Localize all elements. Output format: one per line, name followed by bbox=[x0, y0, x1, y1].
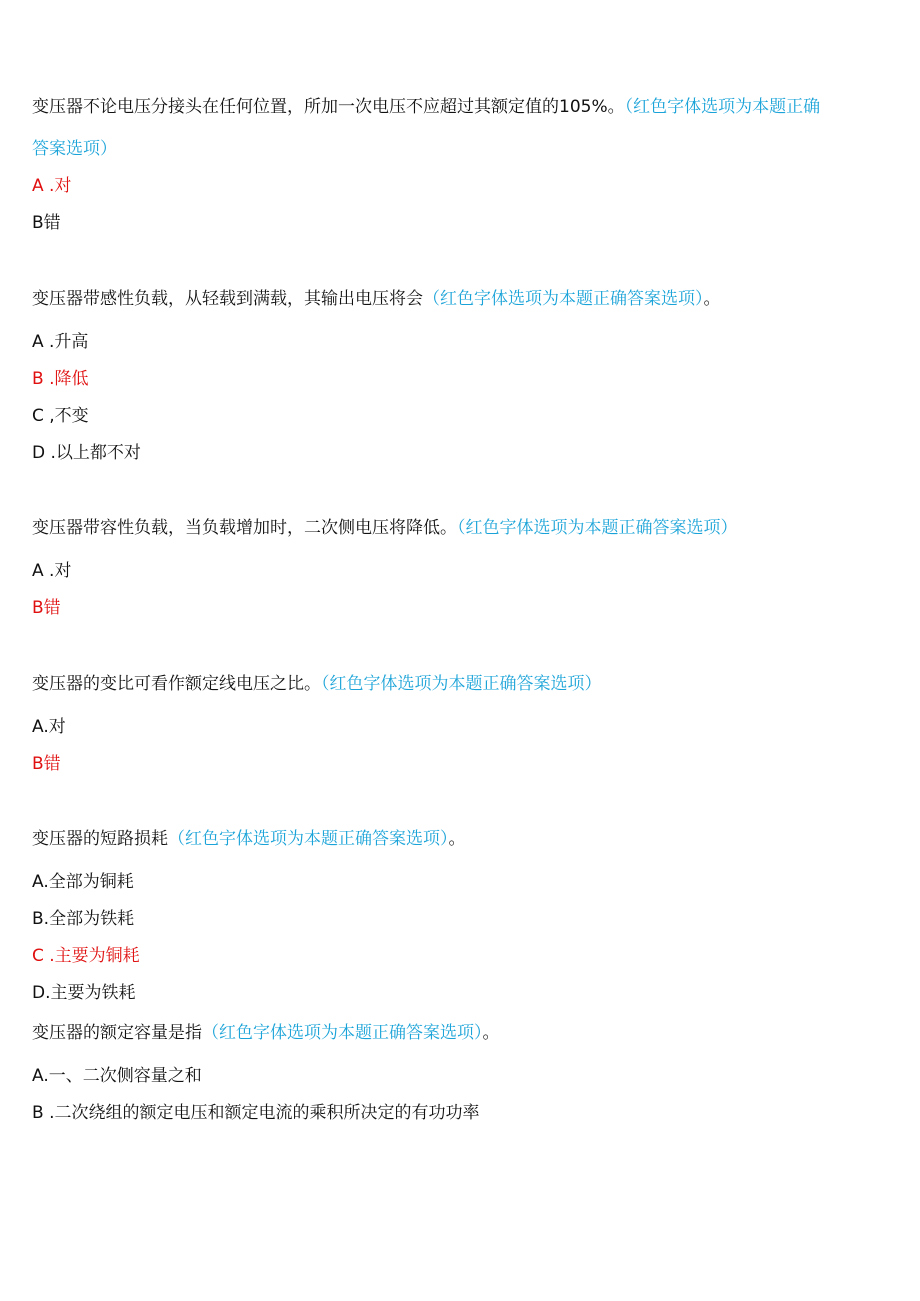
question-2-option-a: A .升高 bbox=[32, 332, 89, 352]
question-stem-tail: 。 bbox=[482, 1023, 500, 1043]
answer-hint: （红色字体选项为本题正确答案选项） bbox=[321, 674, 602, 694]
answer-hint: （红色字体选项为本题正确答案选项） bbox=[202, 1023, 483, 1043]
question-stem-text: 变压器带感性负载，从轻载到满载，其输出电压将会 bbox=[32, 289, 423, 309]
question-5-option-d: D.主要为铁耗 bbox=[32, 983, 136, 1003]
question-stem-text: 变压器的额定容量是指 bbox=[32, 1023, 202, 1043]
question-1-stem bbox=[32, 86, 832, 170]
question-5-option-a: A.全部为铜耗 bbox=[32, 872, 134, 892]
question-3-option-b: B错 bbox=[32, 598, 61, 618]
answer-hint: （红色字体选项为本题正确答案选项） bbox=[168, 829, 449, 849]
question-4-option-b: B错 bbox=[32, 754, 61, 774]
question-1-option-a: A .对 bbox=[32, 176, 72, 196]
question-4-stem bbox=[32, 663, 602, 705]
answer-hint: （红色字体选项为本题正确答案选项） bbox=[457, 518, 738, 538]
question-stem-text: 变压器的短路损耗 bbox=[32, 829, 168, 849]
question-5-option-b: B.全部为铁耗 bbox=[32, 909, 135, 929]
question-5-option-c: C .主要为铜耗 bbox=[32, 946, 140, 966]
question-stem-text: 变压器不论电压分接头在任何位置，所加一次电压不应超过其额定值的105%。 bbox=[32, 97, 625, 117]
question-stem-text: 变压器带容性负载，当负载增加时，二次侧电压将降低。 bbox=[32, 518, 457, 538]
question-stem-tail: 。 bbox=[448, 829, 466, 849]
question-2-option-d: D .以上都不对 bbox=[32, 443, 141, 463]
question-stem-tail: 。 bbox=[703, 289, 721, 309]
answer-hint: （红色字体选项为本题正确答案选项） bbox=[423, 289, 704, 309]
question-2-option-b: B .降低 bbox=[32, 369, 89, 389]
question-stem-text: 变压器的变比可看作额定线电压之比。 bbox=[32, 674, 321, 694]
question-2-option-c: C ,不变 bbox=[32, 406, 89, 426]
question-6-stem bbox=[32, 1012, 500, 1054]
answer-hint: （红色字体选项为本题正确答案选项） bbox=[32, 97, 821, 159]
question-3-option-a: A .对 bbox=[32, 561, 72, 581]
question-6-option-b: B .二次绕组的额定电压和额定电流的乘积所决定的有功功率 bbox=[32, 1103, 480, 1123]
question-3-stem bbox=[32, 507, 738, 549]
question-5-stem bbox=[32, 818, 466, 860]
question-4-option-a: A.对 bbox=[32, 717, 66, 737]
question-2-stem bbox=[32, 278, 721, 320]
question-1-option-b: B错 bbox=[32, 213, 61, 233]
question-6-option-a: A.一、二次侧容量之和 bbox=[32, 1066, 202, 1086]
